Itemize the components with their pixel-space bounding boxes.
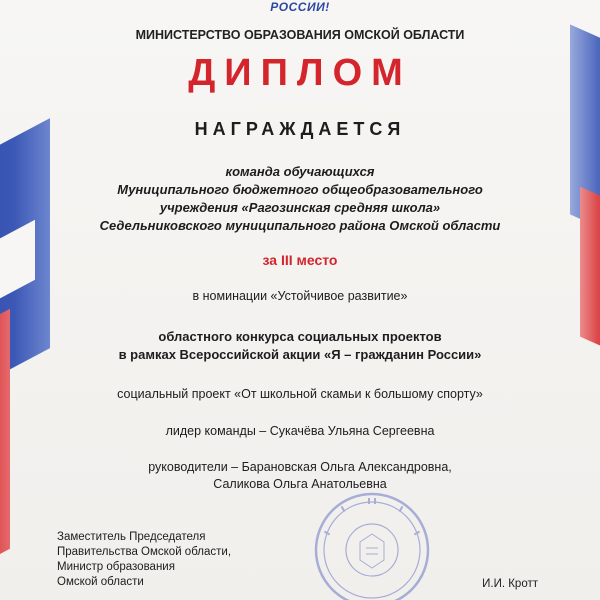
signer-title-line: Заместитель Председателя — [57, 531, 206, 543]
signer-title-block — [57, 530, 231, 590]
official-seal-icon — [312, 490, 432, 600]
team-leader-text: лидер команды – Сукачёва Ульяна Сергеевна — [165, 424, 435, 438]
campaign-logo-text: РОССИИ! — [270, 0, 330, 14]
supervisors-block — [0, 459, 600, 493]
recipient-line: Муниципального бюджетного общеобразовательного — [117, 182, 483, 197]
supervisor-line: руководители – Барановская Ольга Александровна, — [148, 460, 452, 474]
awarded-heading: НАГРАЖДАЕТСЯ — [194, 119, 406, 139]
recipient-line: Седельниковского муниципального района Омской области — [99, 218, 501, 233]
supervisor-line: Саликова Ольга Анатольевна — [213, 477, 387, 491]
signer-name: И.И. Кротт — [482, 578, 538, 590]
recipient-block — [0, 163, 600, 235]
contest-block — [0, 328, 600, 364]
recipient-line: команда обучающихся — [225, 164, 375, 179]
recipient-line: учреждения «Рагозинская средняя школа» — [159, 200, 441, 215]
signer-title-line: Министр образования — [57, 561, 175, 573]
ministry-heading: МИНИСТЕРСТВО ОБРАЗОВАНИЯ ОМСКОЙ ОБЛАСТИ — [135, 28, 465, 42]
place-award: за III место — [262, 252, 338, 268]
diploma-title: ДИПЛОМ — [188, 52, 412, 94]
signer-title-line: Омской области — [57, 576, 144, 588]
project-text: социальный проект «От школьной скамьи к большому спорту» — [117, 387, 483, 401]
signer-title-line: Правительства Омской области, — [57, 546, 232, 558]
nomination-text: в номинации «Устойчивое развитие» — [192, 289, 408, 303]
contest-line: в рамках Всероссийской акции «Я – гражданин России» — [118, 347, 482, 362]
contest-line: областного конкурса социальных проектов — [158, 329, 442, 344]
